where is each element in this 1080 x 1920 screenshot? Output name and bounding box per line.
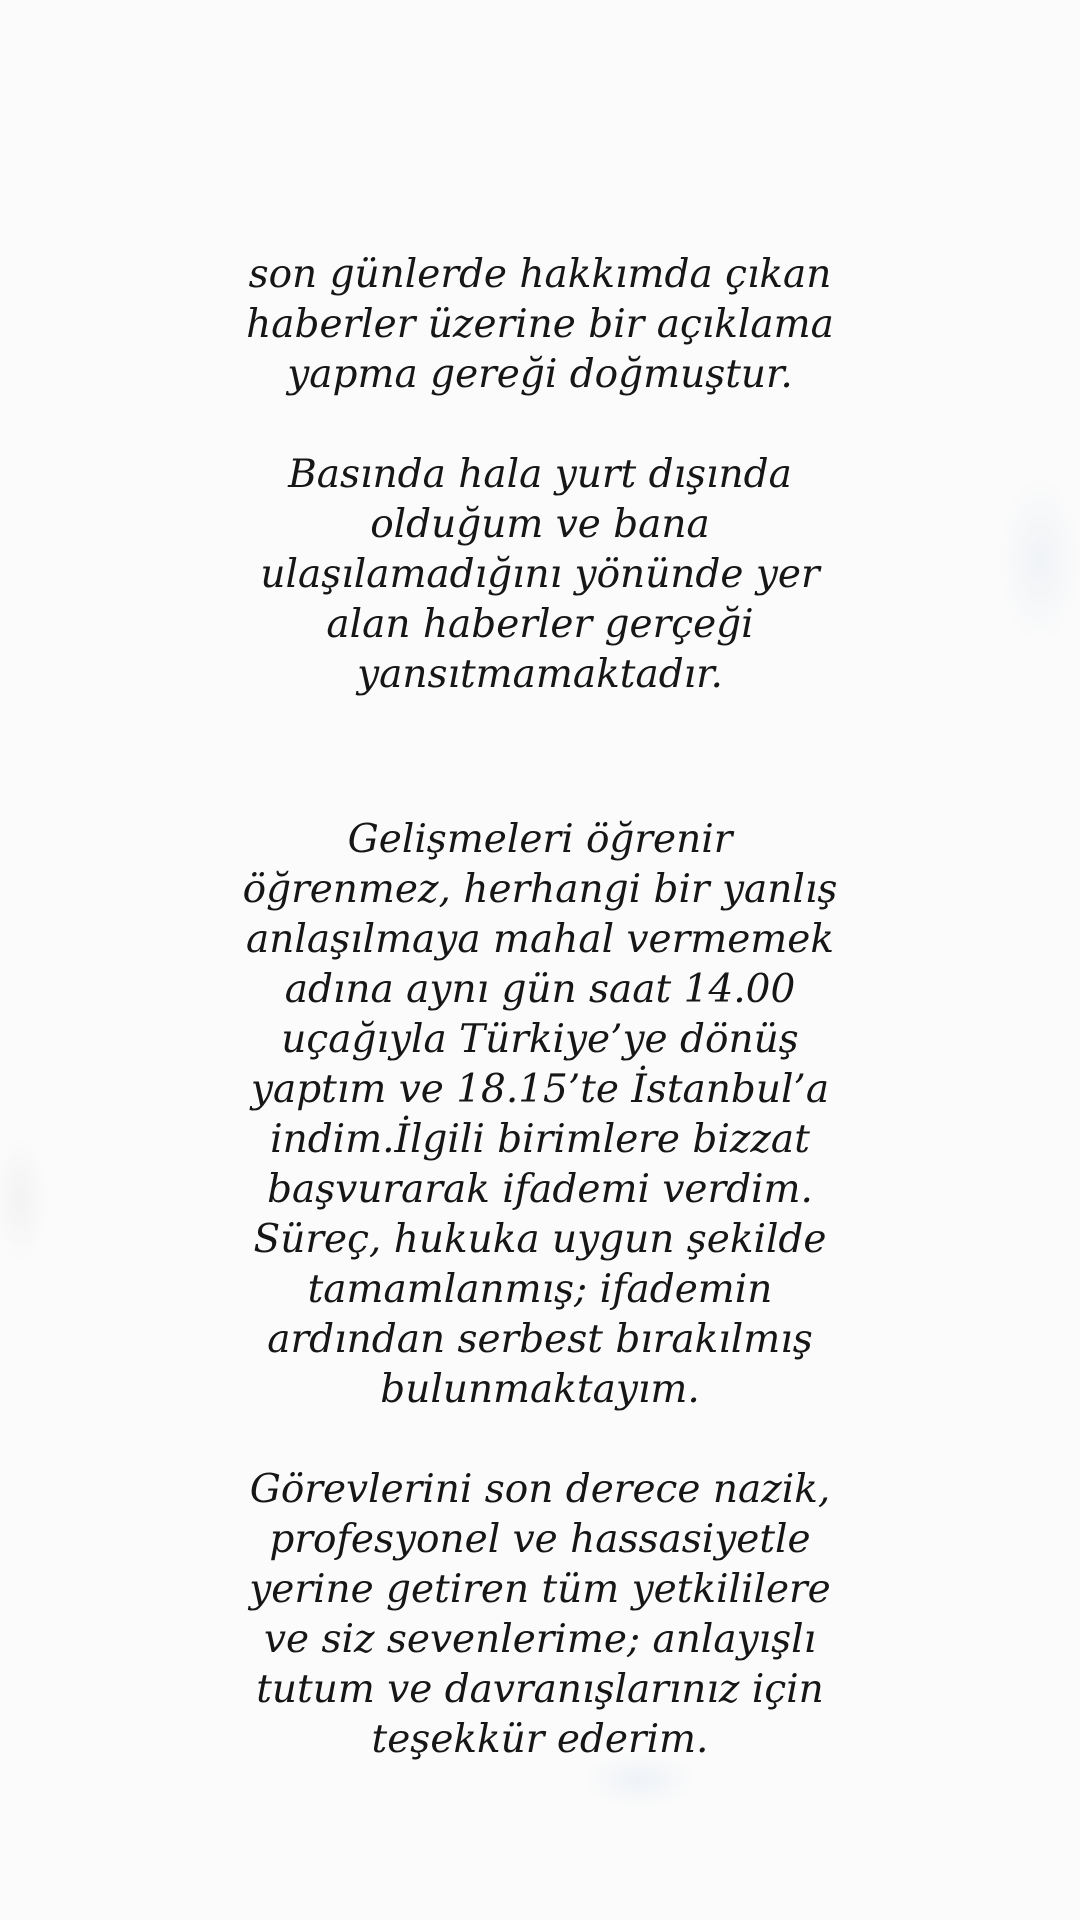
statement-paragraph-denial: Basında hala yurt dışında olduğum ve bana ulaşılamadığını yönünde yer alan haberler gerçeği yansıtmamaktadır.: [260, 452, 820, 697]
statement-paragraph-return: Gelişmeleri öğrenir öğrenmez, herhangi bir yanlış anlaşılmaya mahal vermemek adına aynı gün saat 14.00 uçağıyla Türkiye’ye dönüş yaptım ve 18.15’te İstanbul’a indim.İlgili birimlere bizzat başvurarak ifademi verdim. Süreç, hukuka uygun şekilde tamamlanmış; ifademin ardından serbest bırakılmış bulunmaktayım.: [242, 817, 838, 1412]
statement-paragraph-intro: son günlerde hakkımda çıkan haberler üzerine bir açıklama yapma gereği doğmuştur.: [246, 252, 834, 397]
statement-paragraph-thanks: Görevlerini son derece nazik, profesyonel ve hassasiyetle yerine getiren tüm yetkililere ve siz sevenlerime; anlayışlı tutum ve davranışlarınız için teşekkür ederim.: [249, 1467, 831, 1762]
statement-text-block: [235, 250, 845, 1765]
